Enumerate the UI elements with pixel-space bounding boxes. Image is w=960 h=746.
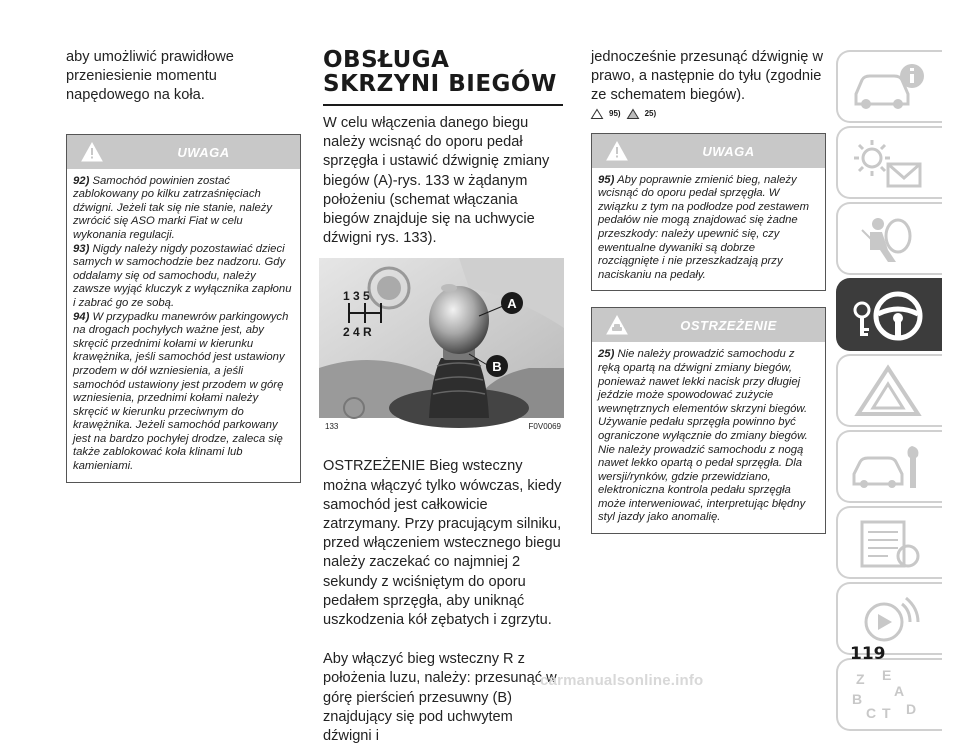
caution-box xyxy=(591,307,826,534)
svg-text:T: T xyxy=(882,705,891,721)
warning-box-body xyxy=(592,168,825,291)
svg-text:E: E xyxy=(882,667,892,683)
svg-text:D: D xyxy=(906,701,917,717)
tab-technical-data[interactable] xyxy=(836,506,942,579)
label-a: A xyxy=(507,296,517,312)
warning-box-title: UWAGA xyxy=(177,144,230,160)
gear-instructions: W celu włączenia danego biegu należy wcisnąć do oporu pedał sprzęgła i ustawić dźwignię zmiany biegów (A)-rys. 133 w żądanym położeniu (schemat włączania biegów znajduje się na uchwycie dźwigni rys. 133). xyxy=(323,115,550,247)
right-column xyxy=(591,48,826,534)
warning-item: 95) Aby poprawnie zmienić bieg, należy wcisnąć do oporu pedał sprzęgła. W związku z tym na podłodze pod zestawem pedałów nie mogą znajdować się żadne przeszkody: należy upewnić się, czy ewentualne dywaniki są dobrze rozciągnięte i nie przeszkadzają przy naciskaniu na pedały. xyxy=(598,173,809,281)
car-wrench-icon xyxy=(848,438,930,496)
warning-triangle-icon xyxy=(591,109,603,119)
gear-pattern-top: 1 3 5 xyxy=(343,289,370,304)
warning-triangle-icon xyxy=(606,141,628,161)
tab-emergency[interactable] xyxy=(836,354,942,427)
steering-wheel-key-icon xyxy=(848,286,930,344)
label-b: B xyxy=(492,359,502,375)
section-title: OBSŁUGA SKRZYNI BIEGÓW xyxy=(323,48,563,106)
index-icon xyxy=(848,666,930,724)
svg-text:C: C xyxy=(866,705,877,721)
warning-box xyxy=(66,134,301,483)
reference-25: 25) xyxy=(644,109,657,119)
warning-triangle-icon xyxy=(81,142,103,162)
caution-car-icon xyxy=(606,315,628,335)
warning-box xyxy=(591,133,826,292)
caution-box-body xyxy=(592,342,825,533)
caution-box-title: OSTRZEŻENIE xyxy=(680,318,777,334)
lights-messages-icon xyxy=(848,134,930,192)
caution-triangle-icon xyxy=(627,109,639,119)
tab-starting-driving[interactable] xyxy=(836,278,942,351)
left-column xyxy=(66,48,301,483)
warning-box-title: UWAGA xyxy=(702,143,755,159)
warning-box-body xyxy=(67,169,300,482)
gear-lever-illustration xyxy=(319,258,564,418)
warning-item: 93) Nigdy należy nigdy pozostawiać dzieci samych w samochodzie bez nadzoru. Gdy oddalamy się od samochodu, należy zawsze wyjąć kluczyk z wyłącznika zapłonu i zabrać go ze sobą. xyxy=(73,242,292,309)
intro-text: aby umożliwić prawidłowe przeniesienie momentu napędowego na koła. xyxy=(66,49,234,104)
car-info-icon xyxy=(848,58,930,116)
svg-text:A: A xyxy=(894,683,905,699)
tab-lights-messages[interactable] xyxy=(836,126,942,199)
reverse-gear-caution: OSTRZEŻENIE Bieg wsteczny można włączyć tylko wówczas, kiedy samochód jest całkowicie zatrzymany. Przy pracującym silniku, przed włączeniem wstecznego biegu należy zaczekać co najmniej 2 sekundy z wciśniętym do oporu pedałem sprzęgła, aby uniknąć uszkodzenia kół zębatych i zgrzytu. xyxy=(323,458,562,629)
svg-text:B: B xyxy=(852,691,863,707)
warning-item: 94) W przypadku manewrów parkingowych na drogach pochyłych ważne jest, aby skręcić przednimi kołami w kierunku krawężnika, jeśli samochód jest ustawiony przodem w dół wzniesienia, a jeśli samochód ustawiony jest przodem w górę wzniesienia, przednimi kołami należy skręcić w kierunku przeciwnym do krawężnika. Jeżeli samochód parkowany jest na bardzo pochyłej drodze, zaleca się także zablokować koła klinami lub kamieniami. xyxy=(73,310,289,473)
warning-box-header xyxy=(592,134,825,168)
multimedia-icon xyxy=(848,590,930,648)
safety-airbag-icon xyxy=(848,210,930,268)
reverse-gear-instructions: Aby włączyć bieg wsteczny R z położenia luzu, należy: przesunąć w górę pierścień przesuwny (B) znajdujący się pod uchwytem dźwigni i xyxy=(323,651,557,745)
tab-index[interactable] xyxy=(836,658,942,731)
gear-lever-figure xyxy=(319,258,564,418)
figure-code: F0V0069 xyxy=(528,422,561,432)
warning-item: 92) Samochód powinien zostać zablokowany po kilku zatrzaśnięciach dźwigni. Jeżeli tak się nie stanie, należy zwrócić się ASO marki Fiat w celu wykonania regulacji. xyxy=(73,174,273,241)
intro-continuation: jednocześnie przesunąć dźwignię w prawo, a następnie do tyłu (zgodnie ze schematem biegów). xyxy=(591,49,824,104)
warning-box-header xyxy=(67,135,300,169)
page-number: 119 xyxy=(850,644,886,664)
tab-maintenance[interactable] xyxy=(836,430,942,503)
watermark: carmanualsonline.info xyxy=(540,672,704,689)
tab-car-info[interactable] xyxy=(836,50,942,123)
technical-data-icon xyxy=(848,514,930,572)
svg-text:Z: Z xyxy=(856,671,865,687)
warning-triangle-icon xyxy=(848,362,930,420)
caution-box-header xyxy=(592,308,825,342)
caution-item: 25) Nie należy prowadzić samochodu z ręką opartą na dźwigni zmiany biegów, ponieważ nawet lekki nacisk przy długiej jeździe może spowodować zużycie wewnętrznych elementów skrzyni biegów. Używanie pedału sprzęgła powinno być ograniczone wyłącznie do zmiany biegów. Nie należy prowadzić samochodu z nogą nawet lekko opartą o pedał sprzęgła. Dla wersji/rynków, gdzie przewidziano, elektroniczna kontrola pedału sprzęgła może interweniować, interpretując błędny styl jazdy jako anomalię. xyxy=(598,348,808,524)
reference-95: 95) xyxy=(609,109,621,119)
reference-markers xyxy=(591,109,826,119)
chapter-navigation xyxy=(836,50,942,734)
middle-column xyxy=(323,48,563,746)
gear-pattern-bottom: 2 4 R xyxy=(343,325,372,340)
tab-safety[interactable] xyxy=(836,202,942,275)
figure-number: 133 xyxy=(325,422,339,432)
